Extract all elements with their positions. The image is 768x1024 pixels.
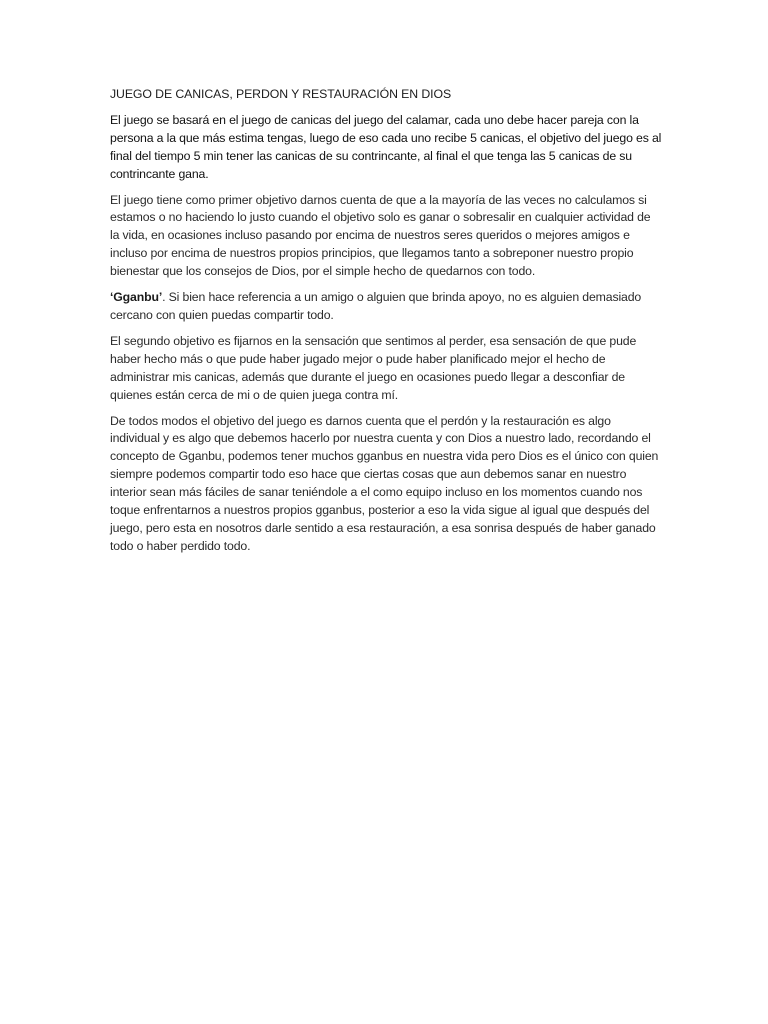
gganbu-term: ‘Gganbu’ [110, 290, 163, 305]
first-objective-paragraph: El juego tiene como primer objetivo darnos cuenta de que a la mayoría de las veces no calculamos si estamos o no haciendo lo justo cuando el objetivo solo es ganar o sobresalir en cualquier actividad de la vida, en ocasiones incluso pasando por encima de nuestros seres queridos o mejores amigos e incluso por encima de nuestros propios principios, que llegamos tanto a sobreponer nuestro propio bienestar que los consejos de Dios, por el simple hecho de quedarnos con todo. [110, 192, 651, 279]
second-objective-paragraph: El segundo objetivo es fijarnos en la sensación que sentimos al perder, esa sensación de que pude haber hecho más o que pude haber jugado mejor o pude haber planificado mejor el hecho de administrar mis canicas, además que durante el juego en ocasiones puedo llegar a desconfiar de quienes están cerca de mi o de quien juega contra mí. [110, 333, 637, 402]
document-title: JUEGO DE CANICAS, PERDON Y RESTAURACIÓN EN DIOS [110, 87, 452, 101]
conclusion-paragraph: De todos modos el objetivo del juego es darnos cuenta que el perdón y la restauración es algo individual y es algo que debemos hacerlo por nuestra cuenta y con Dios a nuestro lado, recordando el concepto de Gganbu, podemos tener muchos gganbus en nuestra vida pero Dios es el único con quien siempre podemos compartir todo eso hace que ciertas cosas que aun debemos sanar en nuestro interior sean más fáciles de sanar teniéndole a el como equipo incluso en los momentos cuando nos toque enfrentarnos a nuestros propios gganbus, posterior a eso la vida sigue al igual que después del juego, pero esta en nosotros darle sentido a esa restauración, a esa sonrisa después de haber ganado todo o haber perdido todo. [110, 413, 659, 553]
gganbu-definition: . Si bien hace referencia a un amigo o alguien que brinda apoyo, no es alguien demasiado cercano con quien puedas compartir todo. [110, 290, 642, 322]
intro-paragraph: El juego se basará en el juego de canicas del juego del calamar, cada uno debe hacer pareja con la persona a la que más estima tengas, luego de eso cada uno recibe 5 canicas, el objetivo del juego es al final del tiempo 5 min tener las canicas de su contrincante, al final el que tenga las 5 canicas de su contrincante gana. [110, 112, 662, 181]
document-body [110, 86, 662, 564]
gganbu-paragraph [110, 289, 662, 325]
